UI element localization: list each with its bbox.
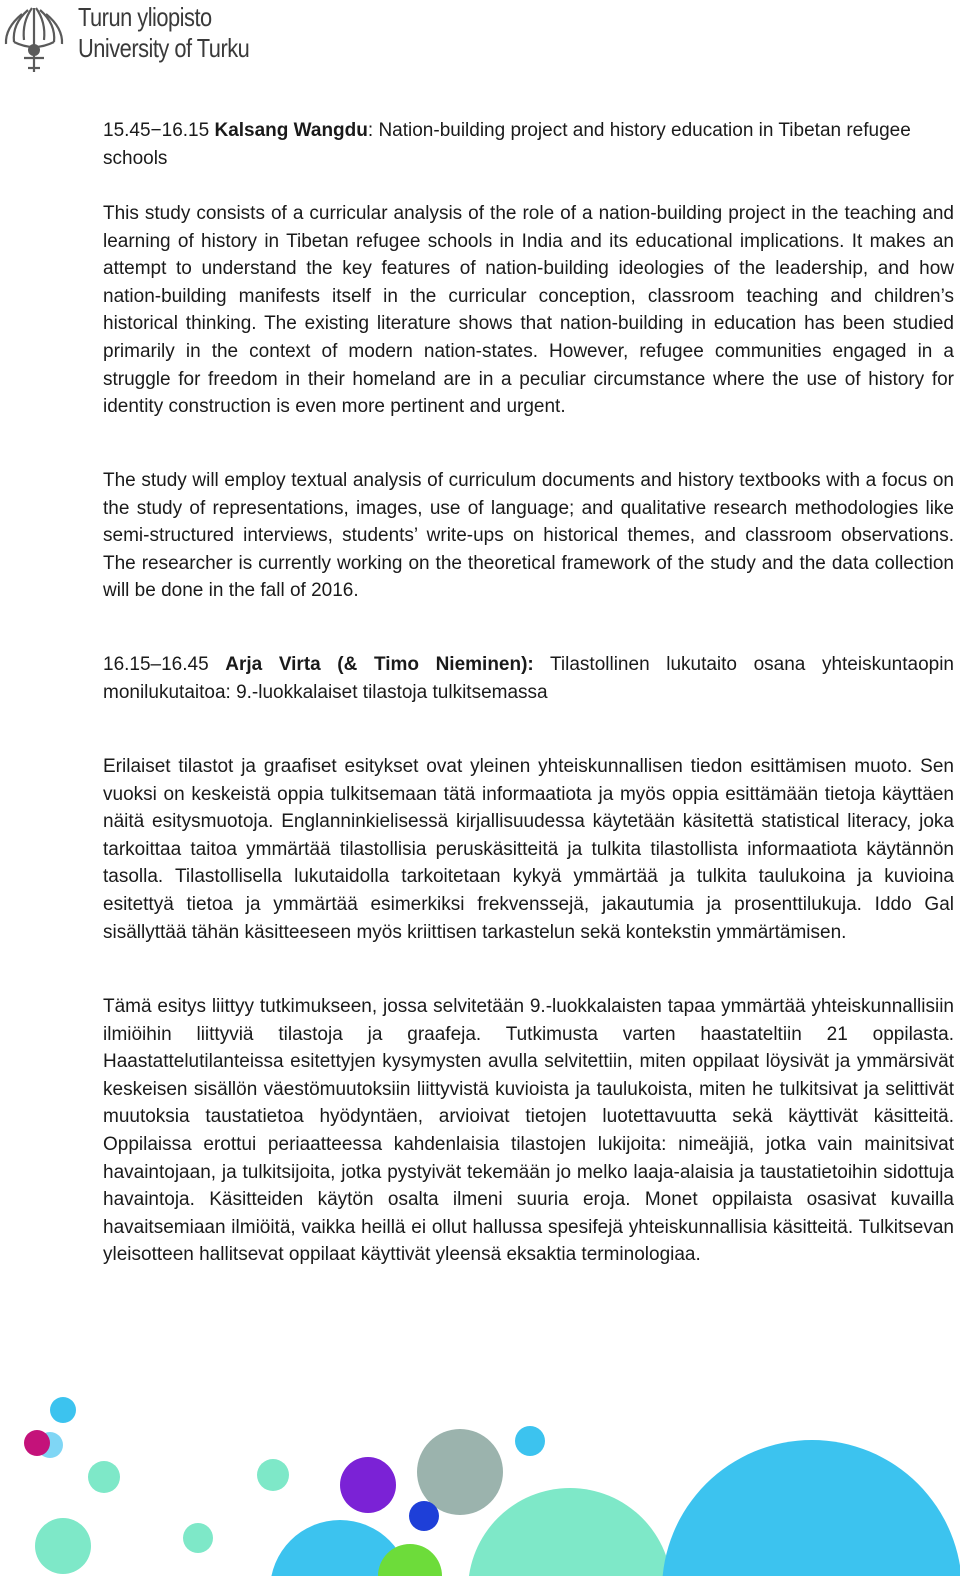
circle-mint-left (35, 1518, 91, 1574)
talk1-time: 15.45−16.15 (103, 120, 215, 141)
circle-mint-tiny (183, 1523, 213, 1553)
circle-mint-mid (257, 1459, 289, 1491)
university-seal-icon (2, 2, 66, 78)
circle-mint-large (468, 1488, 672, 1576)
logo-wordmark (78, 2, 249, 64)
talk2-speaker: Arja Virta (& Timo Nieminen): (225, 654, 534, 675)
circle-small-cyan (50, 1397, 76, 1423)
circle-blue (409, 1501, 439, 1531)
talk2-abstract (103, 753, 954, 946)
circle-grey (417, 1429, 503, 1515)
circle-cyan-huge (662, 1440, 960, 1576)
talk1-speaker: Kalsang Wangdu (214, 120, 368, 141)
talk2-time: 16.15–16.45 (103, 654, 226, 675)
talk1-abstract (103, 200, 954, 421)
talk1-heading (103, 117, 954, 172)
logo-line-english: University of Turku (78, 33, 250, 63)
circle-mint-small (88, 1461, 120, 1493)
talk2-abstract-continued (103, 993, 954, 1269)
talk1-paragraph-1: This study consists of a curricular analysis of the role of a nation-building project in the teaching and learning of history in Tibetan refugee schools in India and its educational implications. It makes an attempt to understand the key features of nation-building ideologies of the leadership, and how nation-building manifests itself in the curricular conception, classroom teaching and children’s historical thinking. The existing literature shows that nation-building in education has been studied primarily in the context of modern nation-states. However, refugee communities engaged in a struggle for freedom in their homeland are in a peculiar circumstance where the use of history for identity construction is even more pertinent and urgent. (103, 203, 954, 418)
logo-line-finnish: Turun yliopisto (78, 2, 212, 32)
talk2-paragraph-2: Tämä esitys liittyy tutkimukseen, jossa selvitetään 9.-luokkalaisten tapaa ymmärtää yhteiskunnallisiin ilmiöihin liittyviä tilastoja ja graafeja. Tutkimusta varten haastateltiin 21 oppilasta. Haastattelutilanteissa esitettyjen kysymysten avulla selvitettiin, miten oppilaat löysivät ja ymmärsivät keskeisen sisällön väestömuutoksiin liittyvistä kuvioista ja taulukoista, miten he tulkitsivat ja selittivät muutoksia taustatietoa hyödyntäen, arvioivat tietojen luotettavuutta sekä käyttivät käsitteitä. Oppilaissa erottui periaatteessa kahdenlaisia tilastojen lukijoita: nimeäjiä, jotka vain mainitsivat havaintojaan, ja tulkitsijoita, jotka pystyivät tekemään jo melko laaja-alaisia ja taustatietoihin sidottuja havaintoja. Käsitteiden käytön osalta ilmeni suuria eroja. Monet oppilaista osasivat kuvailla havaitsemiaan ilmiöitä, vaikka heillä ei ollut hallussa spesifejä yhteiskunnallisia käsitteitä. Tulkitsevan yleisotteen hallitsevat oppilaat käyttivät yleensä eksaktia terminologiaa. (103, 996, 954, 1266)
talk2-heading (103, 651, 954, 706)
circle-purple (340, 1457, 396, 1513)
decorative-circles-pattern (0, 1380, 960, 1576)
talk1-paragraph-2: The study will employ textual analysis of curriculum documents and history textbooks with a focus on the study of representations, images, use of language; and qualitative research methodologies like semi-structured interviews, students’ write-ups on historical themes, and classroom observations. The researcher is currently working on the theoretical framework of the study and the data collection will be done in the fall of 2016. (103, 470, 954, 602)
talk1-title: : Nation-building project and history education in Tibetan refugee schools (103, 120, 911, 169)
talk2-title: Tilastollinen lukutaito osana yhteiskuntaopin monilukutaitoa: 9.-luokkalaiset tilastoja tulkitsemassa (103, 654, 954, 703)
circle-cyan-mid (515, 1426, 545, 1456)
talk2-paragraph-1: Erilaiset tilastot ja graafiset esitykset ovat yleinen yhteiskunnallisen tiedon esittämisen muoto. Sen vuoksi on keskeistä oppia tulkitsemaan tätä informaatiota ja myös oppia esittämään tietoja käyttäen näitä esitysmuotoja. Englanninkielisessä kirjallisuudessa käytetään käsitettä statistical literacy, joka tarkoittaa taitoa ymmärtää tilastollisia peruskäsitteitä ja tulkita tilastollista informaatiota käytännön tasolla. Tilastollisella lukutaidolla tarkoitetaan kykyä ymmärtää ja tulkita taulukoina ja kuvioina esitettyä tietoa ja ymmärtää esimerkiksi frekvenssejä, jakautumia ja prosenttilukuja. Iddo Gal sisällyttää tähän käsitteeseen myös kriittisen tarkastelun sekä kontekstin ymmärtämisen. (103, 756, 954, 943)
university-logo (0, 0, 270, 80)
circle-magenta (24, 1430, 50, 1456)
talk1-abstract-continued (103, 467, 954, 605)
